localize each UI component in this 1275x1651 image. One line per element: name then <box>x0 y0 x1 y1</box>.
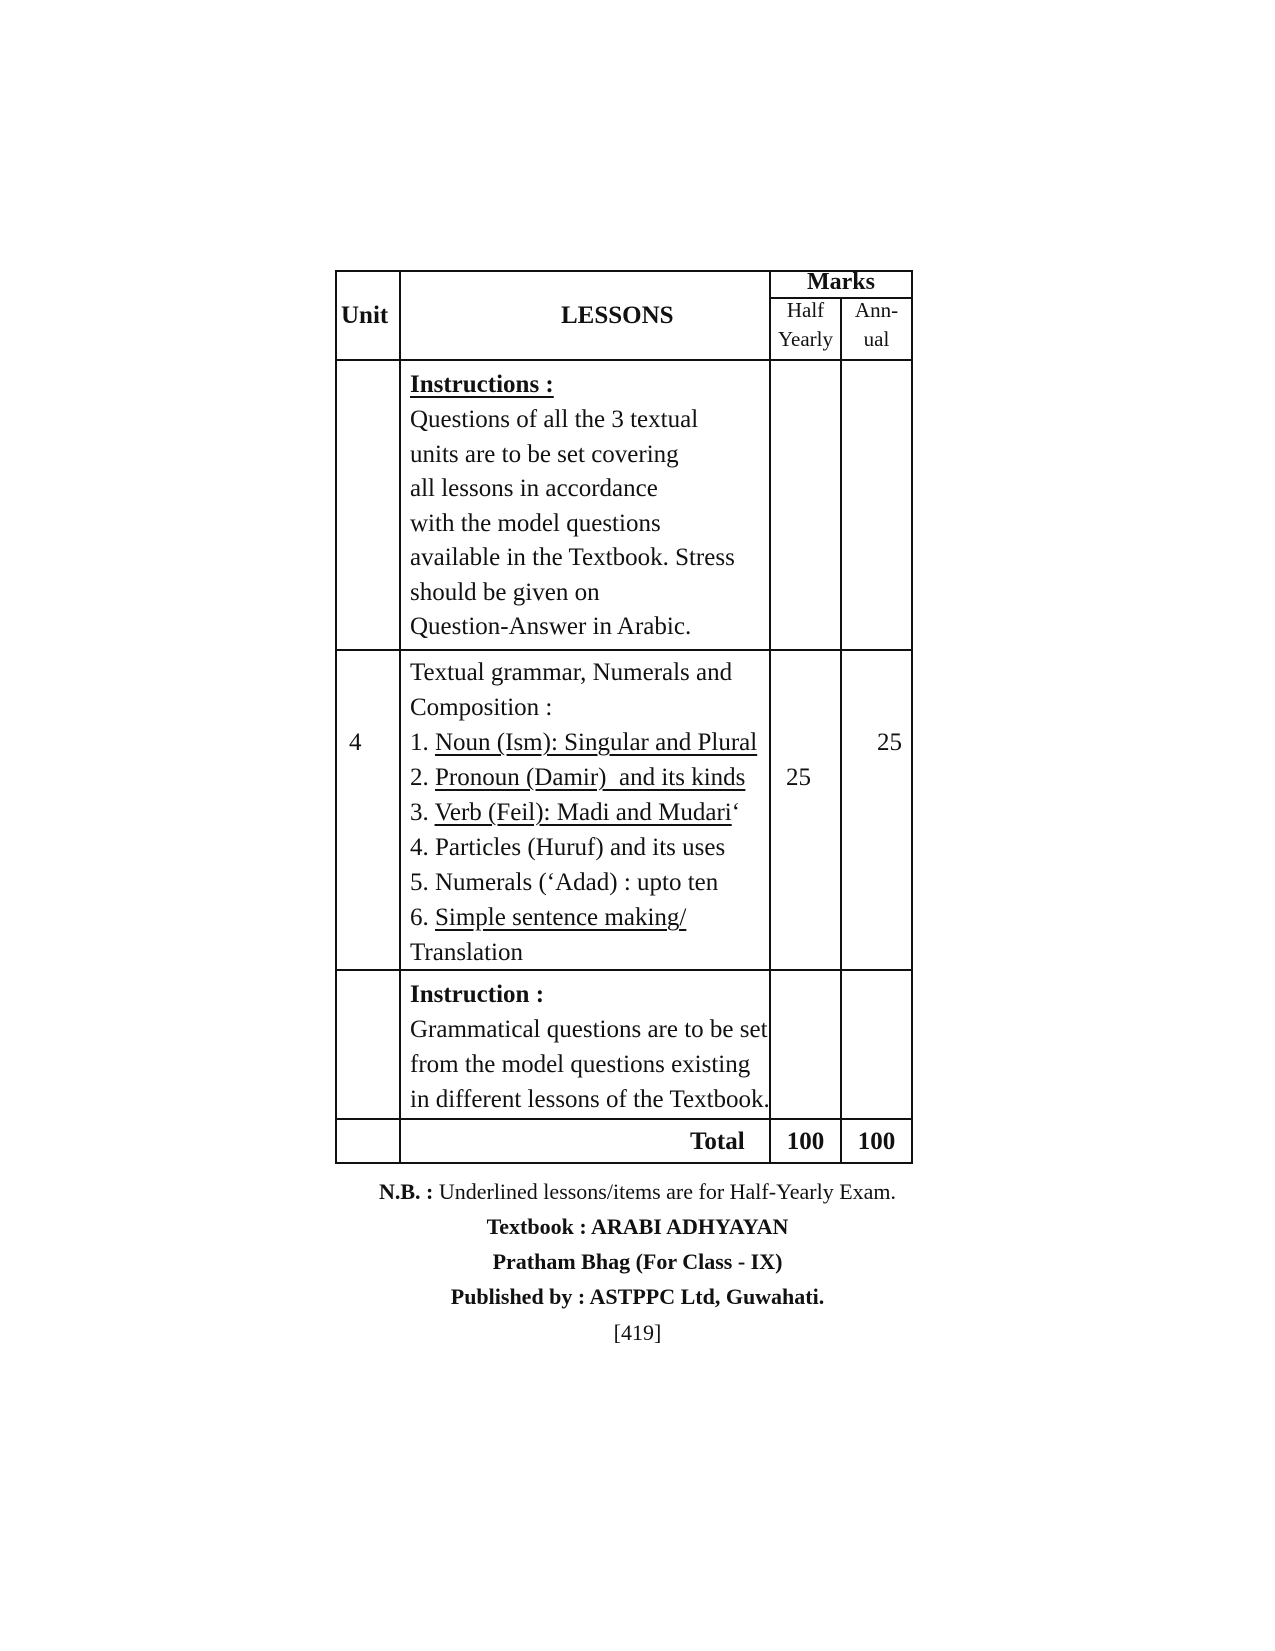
lesson-item-text: Verb (Feil): Madi and Mudari <box>434 799 732 826</box>
instructions-line: Question-Answer in Arabic. <box>410 613 692 640</box>
total-label: Total <box>690 1128 745 1155</box>
lesson-item-text: Simple sentence making/ <box>435 904 687 931</box>
instructions-line: with the model questions <box>410 510 661 537</box>
total-annual: 100 <box>857 1128 896 1155</box>
instructions-line: should be given on <box>410 579 600 606</box>
lessons-intro-line1: Textual grammar, Numerals and <box>410 659 733 686</box>
instructions-line: Questions of all the 3 textual <box>410 406 699 433</box>
unit-number: 4 <box>349 729 362 756</box>
nb-text: Underlined lessons/items are for Half-Yearly Exam. <box>433 1179 897 1204</box>
lesson-item-2 <box>410 760 745 795</box>
annual-header-line2: ual <box>863 327 890 351</box>
lesson-item-5 <box>410 865 718 900</box>
instructions-line: available in the Textbook. Stress <box>410 544 735 571</box>
nb-label: N.B. : <box>378 1179 434 1204</box>
lesson-item-text: Numerals (‘Adad) : upto ten <box>435 869 719 896</box>
unit-header: Unit <box>341 302 389 329</box>
lesson-item-number: 2. <box>410 764 435 791</box>
lesson-item-number: 4. <box>410 834 435 861</box>
instruction-line: Grammatical questions are to be set <box>410 1016 768 1043</box>
instruction-title: Instruction : <box>410 981 545 1008</box>
instruction-line: in different lessons of the Textbook. <box>410 1086 770 1113</box>
annual-marks: 25 <box>877 729 902 756</box>
instructions-title: Instructions : <box>410 371 554 398</box>
publisher: Published by : ASTPPC Ltd, Guwahati. <box>450 1284 825 1309</box>
lesson-item-text: Particles (Huruf) and its uses <box>435 834 726 861</box>
annual-header-line1: Ann- <box>854 298 899 322</box>
lesson-item-number: 3. <box>410 799 435 826</box>
nb-note <box>0 1179 1275 1205</box>
half-yearly-header-line1: Half <box>786 298 825 322</box>
textbook-title: Textbook : ARABI ADHYAYAN <box>486 1214 789 1239</box>
page-number: [419] <box>613 1320 662 1345</box>
lesson-item-text: Pronoun (Damir) and its kinds <box>435 764 746 791</box>
half-yearly-marks: 25 <box>786 764 811 791</box>
instructions-line: all lessons in accordance <box>410 475 658 502</box>
instructions-line: units are to be set covering <box>410 441 679 468</box>
lesson-item-4 <box>410 830 725 865</box>
lesson-item-6 <box>410 900 686 935</box>
lesson-item-suffix: ‘ <box>731 799 741 826</box>
lesson-item-number: 5. <box>410 869 435 896</box>
lesson-item-1 <box>410 725 757 760</box>
lessons-intro-line2: Composition : <box>410 694 553 721</box>
lesson-item-text: Noun (Ism): Singular and Plural <box>435 729 758 756</box>
lesson-item-number: 6. <box>410 904 435 931</box>
total-half-yearly: 100 <box>786 1128 825 1155</box>
instruction-line: from the model questions existing <box>410 1051 751 1078</box>
lesson-item-number: 1. <box>410 729 435 756</box>
lesson-item-6-continuation: Translation <box>410 939 523 966</box>
lesson-item-3 <box>410 795 740 830</box>
textbook-part: Pratham Bhag (For Class - IX) <box>492 1249 783 1274</box>
half-yearly-header-line2: Yearly <box>777 327 834 351</box>
lessons-header: LESSONS <box>561 302 674 329</box>
marks-header: Marks <box>807 269 875 295</box>
